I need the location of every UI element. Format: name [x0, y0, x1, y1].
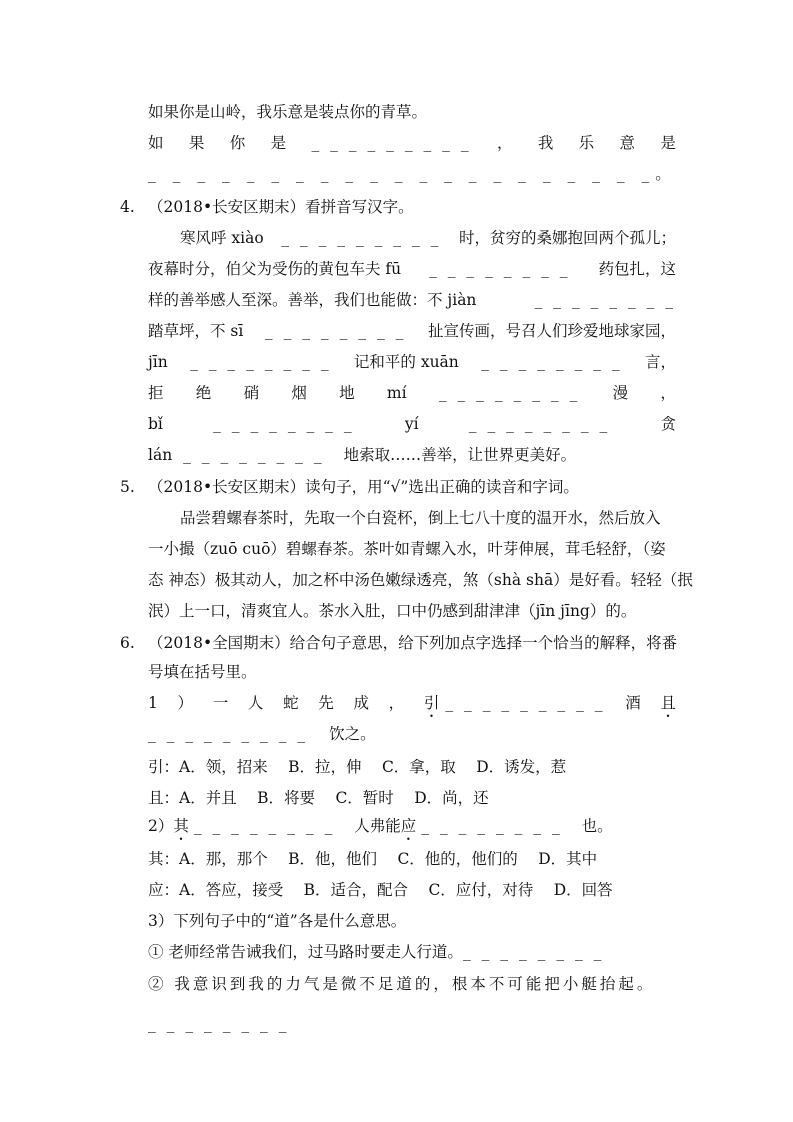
question-number: 6.	[120, 634, 135, 652]
answer-blank[interactable]: _ _ _ _ _ _ _ _	[468, 415, 611, 433]
answer-blank[interactable]: _ _ _ _ _ _ _ _	[183, 446, 325, 464]
question-number: 4.	[120, 198, 135, 216]
q4-line-1: 寒风呼 xiào _ _ _ _ _ _ _ _ _ 时，贫穷的桑娜抱回两个孤儿；	[180, 226, 676, 250]
answer-blank[interactable]: _ _ _ _ _ _ _ _	[534, 291, 676, 309]
q6-yin-options: 引：A．领，招来 B．拉，伸 C．拿，取 D．诱发，惹	[148, 758, 567, 776]
answer-blank[interactable]: _ _ _ _ _ _ _ _	[213, 415, 355, 433]
q4-line-3: 样的善举感人至深。善举，我们也能做：不 jiàn _ _ _ _ _ _ _ _	[148, 288, 676, 312]
answer-blank[interactable]: _ _ _ _ _ _ _ _ _	[148, 725, 309, 743]
q4-line-4: 踏草坪，不 sī _ _ _ _ _ _ _ _ 扯宣传画，号召人们珍爱地球家园，	[148, 319, 676, 343]
answer-blank[interactable]: _ _ _ _ _ _ _ _	[190, 353, 332, 371]
answer-blank[interactable]: _ _ _ _ _ _ _ _ _	[311, 134, 472, 152]
question-6-title: 6. （2018•全国期末）给合句子意思，给下列加点字选择一个恰当的解释，将番	[148, 631, 676, 655]
q5-line-3[interactable]: 态 神态）极其动人，加之杯中汤色嫩绿透亮，煞（shà shā）是好看。轻轻（抿	[148, 571, 693, 589]
answer-blank[interactable]: _ _ _ _ _ _ _ _	[462, 943, 605, 961]
q6-qi-options: 其：A．那，那个 B．他，他们 C．他的，他们的 D．其中	[148, 850, 598, 868]
q5-line-1: 品尝碧螺春茶时，先取一个白瓷杯，倒上七八十度的温开水，然后放入	[180, 509, 661, 527]
question-5-title: 5. （2018•长安区期末）读句子，用“√”选出正确的读音和字词。	[148, 475, 676, 499]
q6-qie-options: 且：A．并且 B．将要 C．暂时 D．尚，还	[148, 789, 489, 807]
dotted-char: 且	[660, 694, 676, 712]
q6-sentence-3-2: ② 我意识到我的力气是微不足道的，根本不可能把小艇抬起。	[148, 975, 656, 993]
poem-line-1: 如果你是山岭，我乐意是装点你的青草。	[148, 103, 428, 121]
q4-line-8: lán _ _ _ _ _ _ _ _ 地索取……善举，让世界更美好。	[148, 443, 676, 467]
poem-line-2: 如 果 你 是 _ _ _ _ _ _ _ _ _ ， 我 乐 意 是	[148, 131, 676, 155]
q5-line-2[interactable]: 一小撮（zuō cuō）碧螺春茶。茶叶如青螺入水，叶芽伸展，茸毛轻舒，（姿	[148, 540, 666, 558]
q6-ying-options: 应：A．答应，接受 B．适合，配合 C．应付，对待 D．回答	[148, 881, 613, 899]
q4-line-5: jīn _ _ _ _ _ _ _ _ 记和平的 xuān _ _ _ _ _ _ _ _ 言，	[148, 350, 676, 374]
q6-title-line-2: 号填在括号里。	[148, 663, 257, 681]
answer-blank[interactable]: _ _ _ _ _ _ _ _	[481, 353, 623, 371]
q6-sentence-3-2-answer	[148, 1012, 676, 1036]
answer-blank[interactable]: _ _ _ _ _ _ _ _	[421, 817, 563, 835]
q6-sentence-1-cont: _ _ _ _ _ _ _ _ _ 饮之。	[148, 722, 676, 746]
q4-line-7: bǐ _ _ _ _ _ _ _ _ yí _ _ _ _ _ _ _ _ 贪	[148, 412, 676, 436]
question-number: 5.	[120, 478, 135, 496]
poem-line-3: _ _ _ _ _ _ _ _ _ _ _ _ _ _ _ _ _ _ _ _ _ 。	[148, 162, 638, 186]
answer-blank[interactable]: _ _ _ _ _ _ _ _ _ _ _ _ _ _ _ _ _ _ _ _ _	[148, 165, 656, 183]
answer-blank[interactable]: _ _ _ _ _ _ _ _	[193, 817, 336, 835]
dotted-char: 引	[423, 694, 440, 712]
q6-sentence-2: 2）其 _ _ _ _ _ _ _ _ 人弗能应 _ _ _ _ _ _ _ _ 也。	[148, 814, 676, 838]
question-4-title: 4. （2018•长安区期末）看拼音写汉字。	[148, 195, 676, 219]
answer-blank[interactable]: _ _ _ _ _ _ _ _	[429, 260, 571, 278]
q5-line-4[interactable]: 泯）上一口，清爽宜人。茶水入肚，口中仍感到甜津津（jīn jīng）的。	[148, 602, 637, 620]
answer-blank[interactable]: _ _ _ _ _ _ _ _	[264, 322, 407, 340]
answer-blank[interactable]: _ _ _ _ _ _ _ _	[438, 384, 581, 402]
q6-sentence-3-1: ① 老师经常告诫我们，过马路时要走人行道。_ _ _ _ _ _ _ _	[148, 940, 676, 964]
q6-sentence-3: 3）下列句子中的“道”各是什么意思。	[148, 912, 407, 930]
answer-blank[interactable]: _ _ _ _ _ _ _ _ _	[281, 229, 442, 247]
answer-blank[interactable]: _ _ _ _ _ _ _ _ _	[445, 694, 606, 712]
answer-blank[interactable]: _ _ _ _ _ _ _ _	[148, 1015, 290, 1033]
q4-line-6: 拒 绝 硝 烟 地 mí _ _ _ _ _ _ _ _ 漫 ，	[148, 381, 676, 405]
q4-line-2: 夜幕时分，伯父为受伤的黄包车夫 fū _ _ _ _ _ _ _ _ 药包扎，这	[148, 257, 676, 281]
q6-sentence-1: 1 ） 一 人 蛇 先 成 ， 引 _ _ _ _ _ _ _ _ _ 酒 且	[148, 691, 676, 715]
dotted-char: 其	[173, 817, 189, 835]
dotted-char: 应	[400, 817, 417, 835]
